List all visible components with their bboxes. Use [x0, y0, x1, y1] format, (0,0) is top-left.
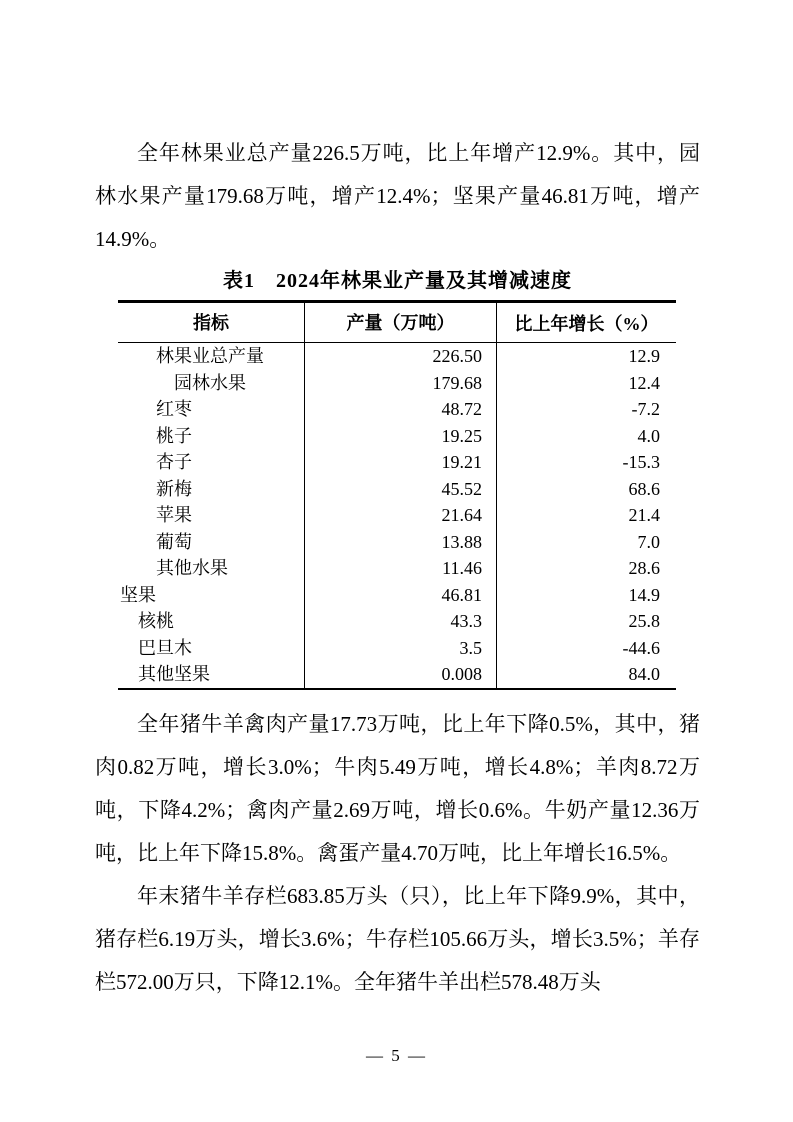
output-cell: 0.008	[305, 661, 497, 688]
growth-cell: 84.0	[628, 664, 660, 684]
table-header-indicator: 指标	[118, 303, 305, 342]
indicator-cell: 苹果	[118, 502, 305, 529]
indicator-cell: 新梅	[118, 476, 305, 503]
indicator-cell: 杏子	[118, 449, 305, 476]
growth-cell: 25.8	[628, 611, 660, 631]
growth-cell: 12.4	[628, 372, 660, 393]
table-row	[118, 343, 676, 370]
table-title: 表1 2024年林果业产量及其增减速度	[223, 270, 572, 292]
output-cell: 226.50	[305, 343, 497, 370]
output-cell: 3.5	[305, 635, 497, 662]
growth-cell: 4.0	[637, 425, 660, 446]
indicator-cell: 园林水果	[118, 370, 305, 397]
growth-cell: 14.9	[628, 584, 660, 605]
indicator-cell: 林果业总产量	[118, 343, 305, 370]
table-row	[118, 555, 676, 582]
table-header-row	[118, 303, 676, 343]
growth-cell: 28.6	[628, 558, 660, 578]
indicator-cell: 红枣	[118, 396, 305, 423]
table-row	[118, 635, 676, 662]
indicator-cell: 桃子	[118, 423, 305, 450]
output-cell: 48.72	[305, 396, 497, 423]
table-row	[118, 423, 676, 450]
table-row	[118, 449, 676, 476]
paragraph-meat-production: 全年猪牛羊禽肉产量17.73万吨，比上年下降0.5%，其中，猪肉0.82万吨，增长3.0%；牛肉5.49万吨，增长4.8%；羊肉8.72万吨，下降4.2%；禽肉产量2.69万吨，增长0.6%。牛奶产量12.36万吨，比上年下降15.8%。禽蛋产量4.70万吨，比上年增长16.5%。	[95, 711, 700, 865]
table-row	[118, 370, 676, 397]
indicator-cell: 坚果	[118, 582, 305, 609]
output-cell: 19.21	[305, 449, 497, 476]
indicator-cell: 葡萄	[118, 529, 305, 556]
table-body	[118, 343, 676, 688]
indicator-cell: 其他坚果	[118, 661, 305, 688]
table-row	[118, 608, 676, 635]
output-cell: 43.3	[305, 608, 497, 635]
output-cell: 13.88	[305, 529, 497, 556]
page-number: — 5 —	[366, 1046, 427, 1065]
table-row	[118, 396, 676, 423]
growth-cell: 21.4	[628, 505, 660, 525]
growth-cell: 12.9	[628, 346, 660, 366]
paragraph-fruit-production: 全年林果业总产量226.5万吨，比上年增产12.9%。其中，园林水果产量179.68万吨，增产12.4%；坚果产量46.81万吨，增产14.9%。	[95, 141, 700, 251]
indicator-cell: 其他水果	[118, 555, 305, 582]
table-row	[118, 582, 676, 609]
growth-cell: 7.0	[637, 531, 660, 552]
indicator-cell: 核桃	[118, 608, 305, 635]
output-cell: 179.68	[305, 370, 497, 397]
table-row	[118, 476, 676, 503]
growth-cell: -7.2	[631, 399, 660, 419]
growth-cell: -44.6	[622, 637, 660, 658]
output-cell: 11.46	[305, 555, 497, 582]
output-cell: 21.64	[305, 502, 497, 529]
growth-cell: 68.6	[628, 478, 660, 499]
output-cell: 45.52	[305, 476, 497, 503]
output-cell: 19.25	[305, 423, 497, 450]
output-cell: 46.81	[305, 582, 497, 609]
table-header-output: 产量（万吨）	[305, 303, 497, 342]
table-row	[118, 529, 676, 556]
table-row	[118, 661, 676, 688]
table-header-growth: 比上年增长（%）	[514, 313, 659, 334]
indicator-cell: 巴旦木	[118, 635, 305, 662]
fruit-production-table	[118, 300, 676, 690]
growth-cell: -15.3	[622, 452, 660, 472]
paragraph-livestock-inventory: 年末猪牛羊存栏683.85万头（只），比上年下降9.9%，其中，猪存栏6.19万头，增长3.6%；牛存栏105.66万头，增长3.5%；羊存栏572.00万只，下降12.1%。全年猪牛羊出栏578.48万头	[95, 883, 700, 994]
table-row	[118, 502, 676, 529]
